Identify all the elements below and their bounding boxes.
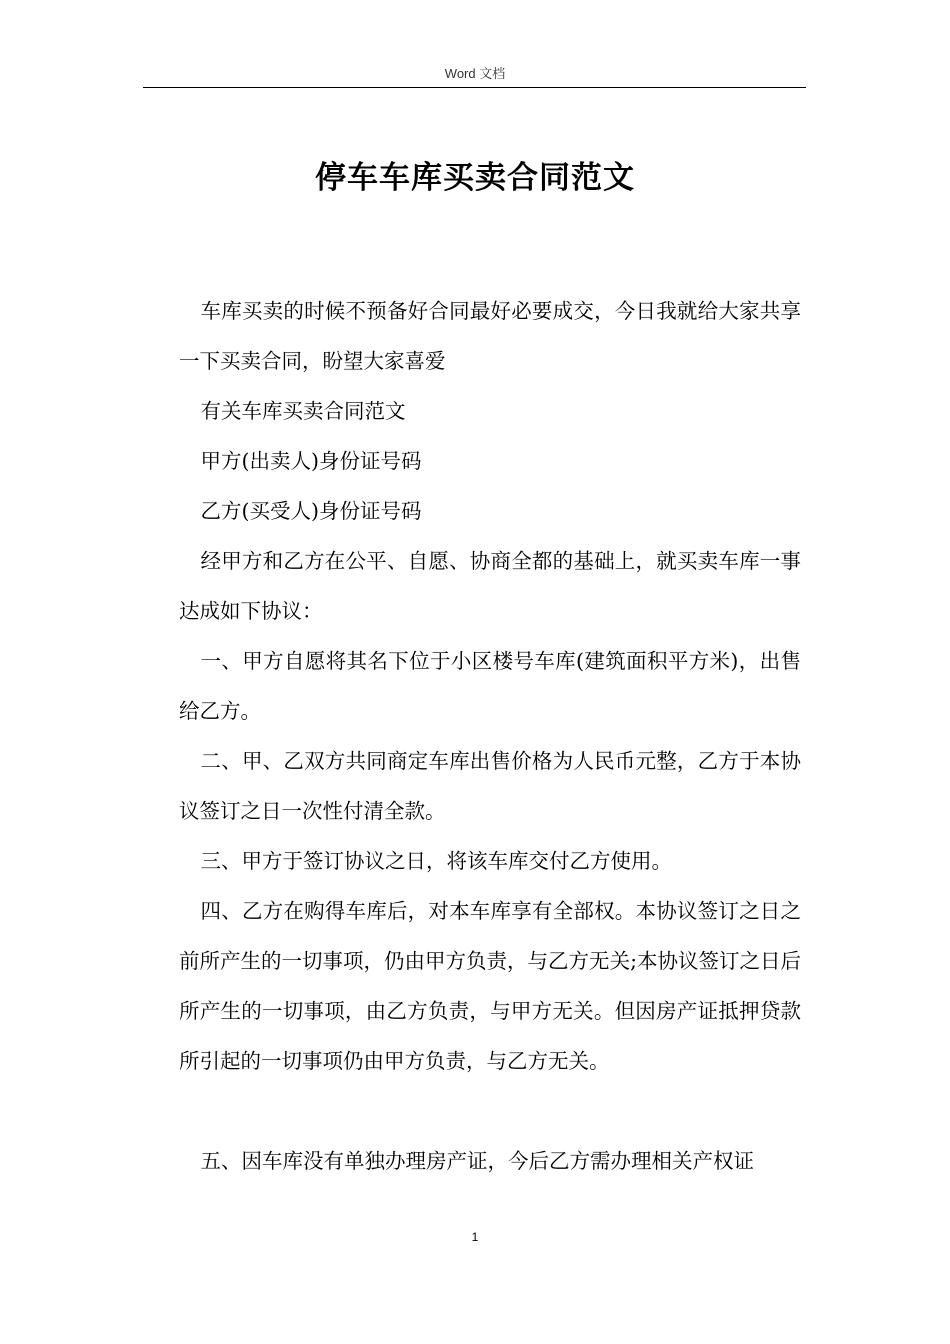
paragraph-party-b: 乙方(买受人)身份证号码 <box>200 499 422 523</box>
paragraph-party-a: 甲方(出卖人)身份证号码 <box>200 449 422 473</box>
paragraph-intro: 车库买卖的时候不预备好合同最好必要成交，今日我就给大家共享一下买卖合同，盼望大家喜爱 <box>179 299 801 373</box>
paragraph-clause-1: 一、甲方自愿将其名下位于小区楼号车库(建筑面积平方米)，出售给乙方。 <box>179 649 801 723</box>
paragraph-clause-5: 五、因车库没有单独办理房产证，今后乙方需办理相关产权证 <box>200 1149 755 1173</box>
paragraph-agreement-basis: 经甲方和乙方在公平、自愿、协商全都的基础上，就买卖车库一事达成如下协议： <box>179 549 801 623</box>
document-body <box>179 286 801 1186</box>
paragraph-subtitle: 有关车库买卖合同范文 <box>200 399 406 423</box>
document-title: 停车车库买卖合同范文 <box>315 160 635 196</box>
paragraph-clause-3: 三、甲方于签订协议之日，将该车库交付乙方使用。 <box>200 849 673 873</box>
paragraph-spacer <box>179 1086 801 1136</box>
page-number: 1 <box>471 1230 479 1244</box>
paragraph-clause-4: 四、乙方在购得车库后，对本车库享有全部权。本协议签订之日之前所产生的一切事项，仍由甲方负责，与乙方无关;本协议签订之日后所产生的一切事项，由乙方负责，与甲方无关。但因房产证抵押贷款所引起的一切事项仍由甲方负责，与乙方无关。 <box>179 899 801 1073</box>
paragraph-clause-2: 二、甲、乙双方共同商定车库出售价格为人民币元整，乙方于本协议签订之日一次性付清全款。 <box>179 749 801 823</box>
header-divider <box>143 87 806 88</box>
page-header-label: Word 文档 <box>444 66 506 81</box>
